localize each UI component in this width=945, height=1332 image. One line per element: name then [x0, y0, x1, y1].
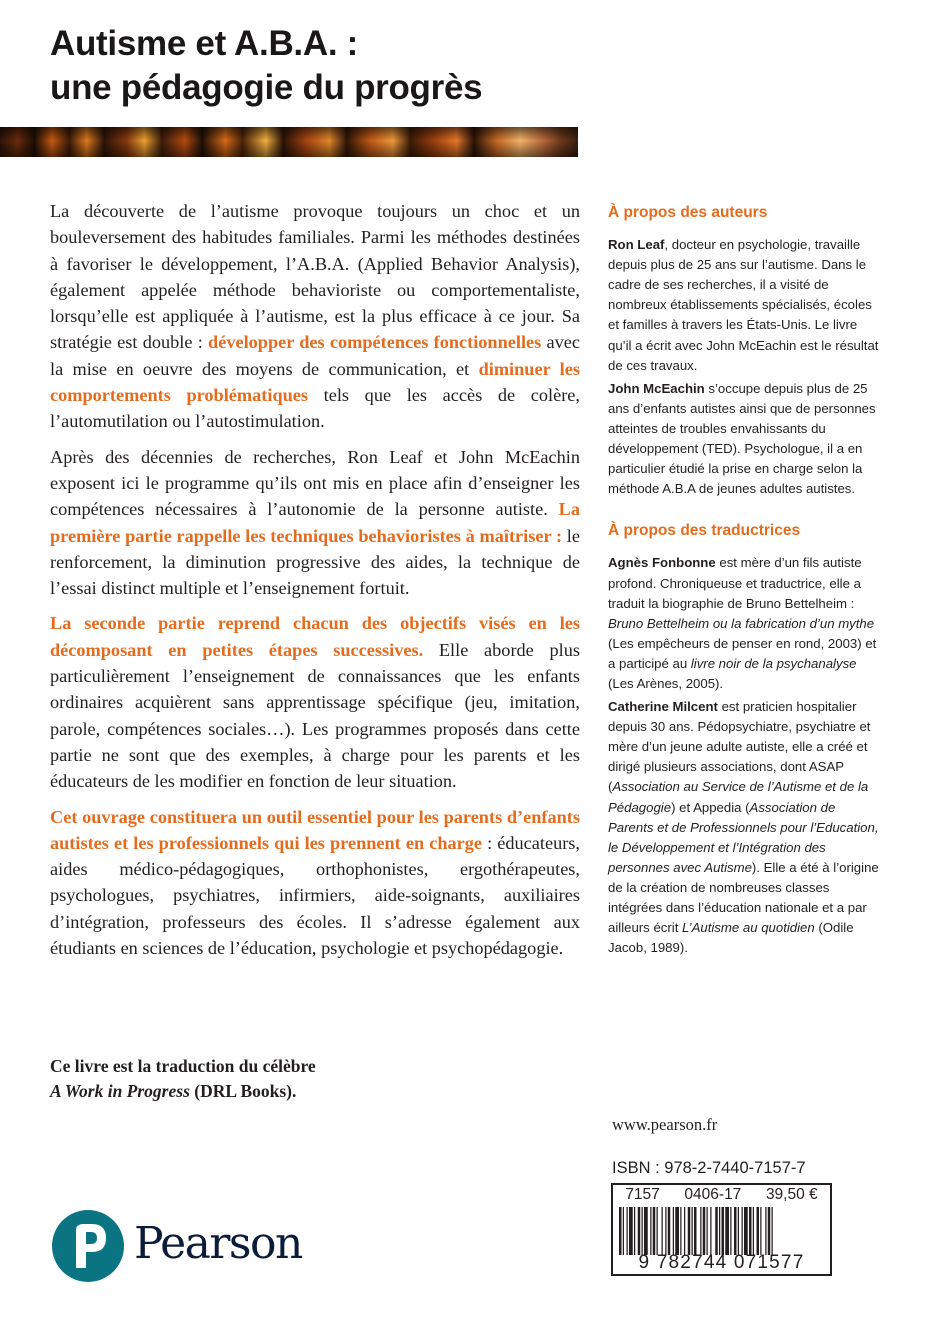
paragraph-2	[50, 444, 580, 602]
text: Après des décennies de recherches, Ron Leaf et John McEachin exposent ici le programme qu’ils ont mis en place afin d’enseigner les compétences nécessaires à l’autonomie de la personne autiste.	[50, 446, 580, 520]
barcode-bar	[772, 1207, 773, 1255]
barcode-bar	[744, 1207, 748, 1255]
highlight: La première partie rappelle les techniques behavioristes à maîtriser :	[50, 499, 580, 546]
barcode-box	[611, 1183, 832, 1276]
barcode-bar	[642, 1207, 643, 1255]
barcode-bar	[688, 1207, 691, 1255]
barcode-code-1: 7157	[625, 1186, 660, 1203]
bio-john-mceachin	[608, 379, 880, 500]
decorative-image-band	[0, 127, 578, 157]
barcode-bar	[710, 1207, 711, 1255]
barcode-bar	[730, 1207, 731, 1255]
highlight: diminuer les comportements problématiques	[50, 358, 580, 406]
barcode-bar	[668, 1207, 671, 1255]
text: est mère d’un fils autiste profond. Chroniqueuse et traductrice, elle a traduit la biographie de Bruno Bettelheim :	[608, 555, 862, 611]
barcode-code-2: 0406-17	[684, 1186, 742, 1203]
barcode-bar	[757, 1207, 760, 1255]
barcode-bar	[734, 1207, 737, 1255]
barcode-bar	[629, 1207, 633, 1255]
barcode-bar	[634, 1207, 635, 1255]
barcode-price: 39,50 €	[765, 1186, 818, 1203]
translation-credit	[50, 1054, 316, 1104]
barcode-bar	[742, 1207, 743, 1255]
barcode-bar	[675, 1207, 679, 1255]
barcode-bar	[684, 1207, 685, 1255]
highlight: développer des compétences fonctionnelles	[208, 332, 542, 353]
barcode-bar	[738, 1207, 739, 1255]
text: : éducateurs, aides médico-pédagogiques, orthophonistes, ergothérapeutes, psychologues, psychiatres, infirmiers, aide-soignants, auxiliaires d’intégration, professeurs des écoles. Il s’adresse également aux étudiants en sciences de l’éducation, psychologie et psychopédagogie.	[50, 832, 580, 959]
barcode-bar	[619, 1207, 622, 1255]
barcode-bar	[753, 1207, 754, 1255]
barcode-bar	[650, 1207, 651, 1255]
title-line-2: une pédagogie du progrès	[50, 68, 483, 107]
text: ) et Appedia (	[671, 799, 750, 815]
pearson-wordmark: Pearson	[134, 1218, 302, 1269]
text: ). Elle a été à l’origine de la création de nombreuses classes intégrées dans l’éducation nationale et a par ailleurs écrit	[608, 859, 879, 936]
title-line-1: Autisme et A.B.A. :	[50, 24, 359, 63]
main-description	[50, 198, 580, 970]
barcode-bar	[703, 1207, 706, 1255]
author-name: John McEachin	[608, 380, 705, 396]
isbn: ISBN : 978-2-7440-7157-7	[612, 1159, 806, 1177]
paragraph-3	[50, 610, 580, 794]
paragraph-4	[50, 804, 580, 962]
italic-text: livre noir de la psychanalyse	[690, 655, 857, 671]
author-name: Ron Leaf	[608, 237, 665, 253]
italic-text: Association au Service de l’Autisme et de la Pédagogie	[608, 779, 869, 815]
italic-text: L’Autisme au quotidien	[682, 920, 815, 936]
barcode-bar	[662, 1207, 663, 1255]
original-title: A Work in Progress	[50, 1081, 190, 1101]
text: (Odile Jacob, 1989).	[608, 920, 854, 956]
barcode-bar	[749, 1207, 752, 1255]
barcode-bar	[719, 1207, 720, 1255]
barcode-bar	[707, 1207, 708, 1255]
barcode-bar	[694, 1207, 697, 1255]
barcode-bar	[665, 1207, 666, 1255]
sidebar-bios	[608, 203, 880, 961]
barcode-top-line	[613, 1186, 830, 1204]
paragraph-1	[50, 198, 580, 435]
credit-line-2	[50, 1079, 316, 1104]
barcode-bar	[638, 1207, 641, 1255]
barcode-bar	[623, 1207, 624, 1255]
credit-line-1: Ce livre est la traduction du célèbre	[50, 1056, 316, 1076]
bio-catherine-milcent	[608, 697, 880, 958]
barcode-number: 9 782744 071577	[638, 1252, 805, 1273]
text: , docteur en psychologie, travaille depuis plus de 25 ans sur l’autisme. Dans le cadre de ses recherches, il a visité de nombreux établissements spécialisés, écoles et familles à travers les États-Unis. Le livre qu’il a écrit avec John McEachin est le résultat de ces travaux.	[608, 237, 879, 373]
italic-text: Bruno Bettelheim ou la fabrication d’un mythe	[608, 615, 875, 631]
barcode-bar	[768, 1207, 771, 1255]
barcode-bar	[715, 1207, 718, 1255]
barcode-bar	[700, 1207, 701, 1255]
translator-name: Catherine Milcent	[608, 699, 718, 715]
text: est praticien hospitalier depuis 30 ans. Pédopsychiatre, psychiatre et mère d’un jeune adulte autiste, elle a créé et dirigé plusieurs associations, dont ASAP (	[608, 699, 871, 795]
highlight: La seconde partie reprend chacun des objectifs visés en les décomposant en petites étapes successives.	[50, 613, 580, 660]
translators-heading: À propos des traductrices	[608, 522, 801, 540]
text: avec la mise en oeuvre des moyens de communication, et	[50, 332, 580, 379]
text: le renforcement, la diminution progressive des aides, la technique de l’essai distinct multiple et l’enseignement fortuit.	[50, 525, 580, 599]
text: (DRL Books).	[189, 1081, 297, 1101]
pearson-p-icon	[52, 1210, 124, 1282]
bio-ron-leaf	[608, 235, 880, 376]
text: (Les empêcheurs de penser en rond, 2003) et a participé au	[608, 635, 877, 671]
text: (Les Arènes, 2005).	[608, 675, 724, 691]
text: s’occupe depuis plus de 25 ans d’enfants autistes ainsi que de personnes atteintes de troubles envahissants du développement (TED). Psychologue, il a en particulier étudié la prise en charge selon la méthode A.B.A de jeunes adultes autistes.	[608, 380, 876, 497]
pearson-logo-icon	[52, 1210, 124, 1282]
bio-agnes-fonbonne	[608, 553, 880, 694]
barcode-bar	[644, 1207, 648, 1255]
translator-name: Agnès Fonbonne	[608, 555, 716, 571]
barcode-bar	[680, 1207, 681, 1255]
italic-text: Association de Parents et de Professionnels pour l’Education, le Développement et l’Intégration des personnes avec Autisme	[608, 799, 879, 875]
text: La découverte de l’autisme provoque toujours un choc et un bouleversement des habitudes familiales. Parmi les méthodes destinées à favoriser le développement, l’A.B.A. (Applied Behavior Analysis), également appelée méthode behavioriste ou comportementaliste, lorsqu’elle est appliquée à l’autisme, est la plus efficace à ce jour. Sa stratégie est double :	[50, 201, 580, 353]
barcode-bars	[619, 1207, 824, 1255]
barcode-bar	[692, 1207, 693, 1255]
barcode-bar	[760, 1207, 761, 1255]
barcode-bar	[722, 1207, 725, 1255]
authors-heading: À propos des auteurs	[608, 204, 768, 221]
barcode-bar	[653, 1207, 656, 1255]
barcode-bar	[725, 1207, 729, 1255]
text: tels que les accès de colère, l’automutilation ou l’autostimulation.	[50, 385, 580, 432]
barcode-bar	[673, 1207, 674, 1255]
barcode-bar	[627, 1207, 628, 1255]
book-title	[50, 22, 482, 110]
publisher-url[interactable]: www.pearson.fr	[612, 1115, 718, 1134]
barcode-bar	[765, 1207, 766, 1255]
text: Elle aborde plus particulièrement l’enseignement de connaissances que les enfants ordinaires acquièrent sans apprentissage spécifique (jeu, imitation, parole, compétences sociales…). Les programmes proposés dans cette partie ne sont que des exemples, à charge pour les parents et les éducateurs de les modifier en fonction de leur situation.	[50, 639, 580, 792]
barcode-bar	[657, 1207, 658, 1255]
highlight: Cet ouvrage constituera un outil essentiel pour les parents d’enfants autistes et les professionnels qui les prennent en charge	[50, 806, 580, 853]
